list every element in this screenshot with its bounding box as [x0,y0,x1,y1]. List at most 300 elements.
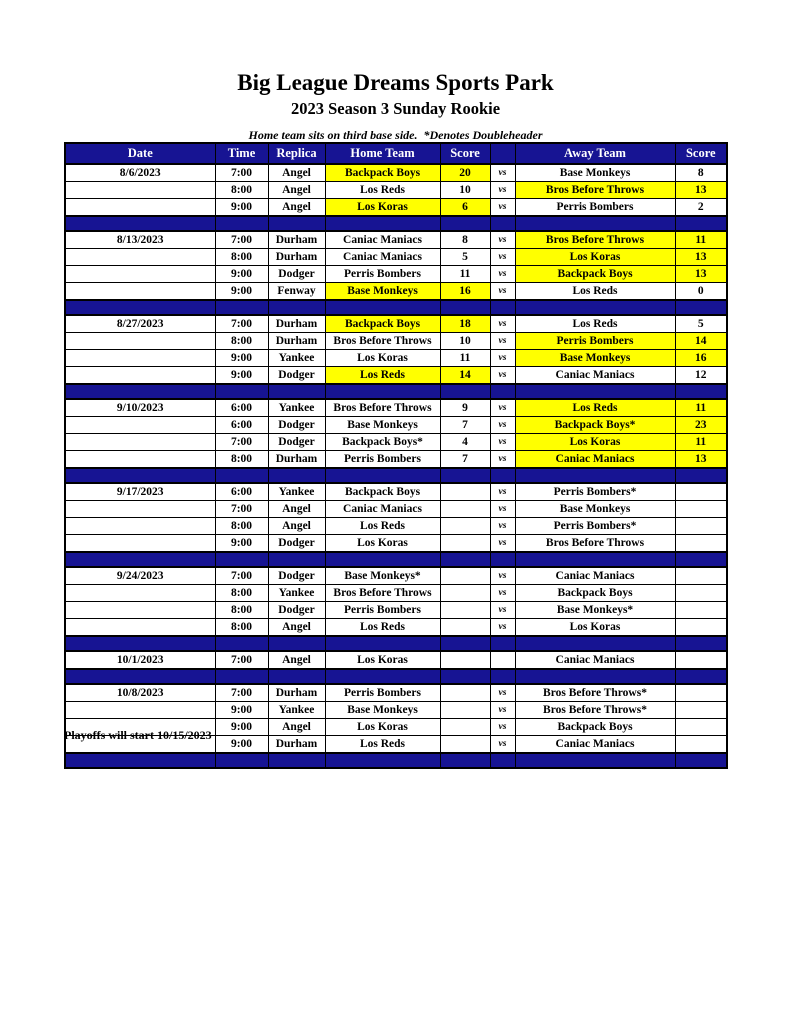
time-cell: 8:00 [215,602,268,619]
replica-cell: Durham [268,451,325,469]
date-cell [65,602,215,619]
playoffs-note: Playoffs will start 10/15/2023 [64,728,212,742]
away-team-cell: Los Reds [515,399,675,417]
home-team-cell: Los Reds [325,367,440,385]
section-separator [65,753,727,768]
time-cell: 8:00 [215,451,268,469]
replica-cell: Durham [268,231,325,249]
section-separator [65,300,727,315]
vs-cell: vs [490,199,515,217]
away-score-cell [675,619,727,637]
separator-cell [268,468,325,483]
time-cell: 8:00 [215,518,268,535]
separator-cell [675,216,727,231]
separator-cell [325,384,440,399]
time-cell: 9:00 [215,535,268,553]
home-score-cell [440,719,490,736]
time-cell: 7:00 [215,567,268,585]
separator-cell [325,753,440,768]
replica-cell: Yankee [268,483,325,501]
home-score-cell: 9 [440,399,490,417]
column-header-date: Date [65,143,215,164]
game-row [65,231,727,249]
separator-cell [215,468,268,483]
away-team-cell: Los Koras [515,249,675,266]
date-cell [65,333,215,350]
away-team-cell: Los Reds [515,283,675,301]
game-row [65,567,727,585]
replica-cell: Yankee [268,585,325,602]
away-score-cell: 11 [675,434,727,451]
home-score-cell [440,483,490,501]
away-score-cell: 11 [675,231,727,249]
vs-cell: vs [490,417,515,434]
game-row [65,651,727,669]
column-header-away-team: Away Team [515,143,675,164]
column-header-away-score: Score [675,143,727,164]
away-score-cell: 2 [675,199,727,217]
game-row [65,535,727,553]
column-header-home-score: Score [440,143,490,164]
vs-cell: vs [490,702,515,719]
home-score-cell: 5 [440,249,490,266]
away-score-cell [675,535,727,553]
replica-cell: Angel [268,719,325,736]
vs-cell: vs [490,182,515,199]
date-cell [65,434,215,451]
replica-cell: Angel [268,501,325,518]
separator-cell [65,216,215,231]
date-cell [65,283,215,301]
vs-cell: vs [490,619,515,637]
home-score-cell [440,535,490,553]
replica-cell: Angel [268,651,325,669]
date-cell: 9/17/2023 [65,483,215,501]
home-team-cell: Los Reds [325,518,440,535]
separator-cell [65,468,215,483]
separator-cell [675,552,727,567]
game-row [65,315,727,333]
date-cell: 9/10/2023 [65,399,215,417]
time-cell: 7:00 [215,501,268,518]
separator-cell [440,669,490,684]
home-team-cell: Backpack Boys* [325,434,440,451]
game-row [65,199,727,217]
column-header-time: Time [215,143,268,164]
home-score-cell: 6 [440,199,490,217]
separator-cell [325,300,440,315]
date-cell [65,619,215,637]
away-score-cell [675,501,727,518]
away-team-cell: Bros Before Throws [515,231,675,249]
date-cell [65,182,215,199]
section-separator [65,468,727,483]
replica-cell: Dodger [268,417,325,434]
date-cell [65,518,215,535]
game-row [65,399,727,417]
time-cell: 7:00 [215,434,268,451]
vs-cell: vs [490,399,515,417]
date-cell: 8/27/2023 [65,315,215,333]
home-team-cell: Base Monkeys [325,417,440,434]
away-team-cell: Bros Before Throws* [515,702,675,719]
date-cell [65,266,215,283]
time-cell: 7:00 [215,164,268,182]
home-team-cell: Base Monkeys [325,283,440,301]
away-team-cell: Perris Bombers* [515,483,675,501]
time-cell: 8:00 [215,619,268,637]
vs-cell: vs [490,350,515,367]
separator-cell [325,216,440,231]
away-team-cell: Caniac Maniacs [515,367,675,385]
separator-cell [440,468,490,483]
separator-cell [440,300,490,315]
home-team-cell: Caniac Maniacs [325,249,440,266]
home-score-cell [440,651,490,669]
date-cell [65,249,215,266]
date-cell [65,350,215,367]
replica-cell: Durham [268,249,325,266]
separator-cell [215,636,268,651]
separator-cell [515,384,675,399]
vs-cell [490,651,515,669]
vs-cell: vs [490,518,515,535]
home-score-cell: 4 [440,434,490,451]
away-score-cell [675,602,727,619]
away-score-cell: 16 [675,350,727,367]
away-score-cell: 14 [675,333,727,350]
home-team-cell: Los Reds [325,619,440,637]
home-team-cell: Los Reds [325,182,440,199]
time-cell: 7:00 [215,684,268,702]
separator-cell [325,552,440,567]
separator-cell [65,636,215,651]
vs-cell: vs [490,249,515,266]
separator-cell [675,468,727,483]
home-score-cell [440,567,490,585]
vs-cell: vs [490,315,515,333]
replica-cell: Dodger [268,434,325,451]
home-score-cell [440,619,490,637]
date-cell [65,451,215,469]
away-score-cell: 23 [675,417,727,434]
home-team-cell: Los Koras [325,199,440,217]
separator-cell [215,216,268,231]
date-cell [65,417,215,434]
page-title: Big League Dreams Sports Park [237,70,554,95]
heading-block [0,70,791,143]
away-score-cell: 11 [675,399,727,417]
replica-cell: Dodger [268,367,325,385]
replica-cell: Durham [268,736,325,754]
away-score-cell [675,585,727,602]
separator-cell [65,552,215,567]
separator-cell [490,468,515,483]
home-team-cell: Los Koras [325,719,440,736]
home-score-cell: 16 [440,283,490,301]
separator-cell [515,636,675,651]
game-row [65,350,727,367]
separator-cell [490,669,515,684]
away-team-cell: Base Monkeys [515,501,675,518]
date-cell: 8/13/2023 [65,231,215,249]
schedule-table [64,142,728,769]
game-row [65,702,727,719]
away-team-cell: Caniac Maniacs [515,736,675,754]
vs-cell: vs [490,535,515,553]
replica-cell: Angel [268,619,325,637]
separator-cell [490,552,515,567]
time-cell: 6:00 [215,483,268,501]
time-cell: 9:00 [215,266,268,283]
home-team-cell: Caniac Maniacs [325,501,440,518]
separator-cell [675,300,727,315]
separator-cell [490,636,515,651]
vs-cell: vs [490,585,515,602]
vs-cell: vs [490,283,515,301]
separator-cell [268,636,325,651]
separator-cell [490,384,515,399]
home-team-cell: Los Koras [325,535,440,553]
time-cell: 9:00 [215,736,268,754]
replica-cell: Durham [268,315,325,333]
away-score-cell [675,651,727,669]
game-row [65,585,727,602]
home-team-cell: Los Koras [325,651,440,669]
replica-cell: Angel [268,164,325,182]
home-score-cell [440,585,490,602]
away-team-cell: Perris Bombers [515,333,675,350]
game-row [65,283,727,301]
vs-cell: vs [490,231,515,249]
time-cell: 6:00 [215,417,268,434]
page-subtitle: 2023 Season 3 Sunday Rookie [290,99,501,119]
away-score-cell [675,702,727,719]
home-team-cell: Bros Before Throws [325,333,440,350]
separator-cell [65,669,215,684]
home-team-cell: Backpack Boys [325,483,440,501]
vs-cell: vs [490,333,515,350]
home-team-cell: Perris Bombers [325,451,440,469]
away-team-cell: Backpack Boys [515,266,675,283]
game-row [65,417,727,434]
away-team-cell: Backpack Boys* [515,417,675,434]
away-team-cell: Backpack Boys [515,585,675,602]
away-team-cell: Caniac Maniacs [515,451,675,469]
home-score-cell [440,518,490,535]
time-cell: 8:00 [215,585,268,602]
replica-cell: Yankee [268,350,325,367]
date-cell: 8/6/2023 [65,164,215,182]
home-team-cell: Base Monkeys* [325,567,440,585]
vs-cell: vs [490,719,515,736]
replica-cell: Durham [268,333,325,350]
time-cell: 7:00 [215,315,268,333]
away-team-cell: Los Reds [515,315,675,333]
away-score-cell [675,518,727,535]
vs-cell: vs [490,483,515,501]
separator-cell [490,753,515,768]
separator-cell [215,300,268,315]
replica-cell: Angel [268,518,325,535]
game-row [65,266,727,283]
away-team-cell: Los Koras [515,619,675,637]
section-separator [65,216,727,231]
game-row [65,333,727,350]
away-score-cell: 12 [675,367,727,385]
date-cell [65,501,215,518]
separator-cell [65,300,215,315]
away-score-cell: 13 [675,249,727,266]
separator-cell [325,636,440,651]
separator-cell [490,300,515,315]
separator-cell [325,468,440,483]
replica-cell: Yankee [268,702,325,719]
home-team-cell: Caniac Maniacs [325,231,440,249]
vs-cell: vs [490,567,515,585]
game-row [65,434,727,451]
separator-cell [268,753,325,768]
home-team-cell: Perris Bombers [325,602,440,619]
vs-cell: vs [490,367,515,385]
separator-cell [215,669,268,684]
time-cell: 7:00 [215,651,268,669]
game-row [65,684,727,702]
game-row [65,249,727,266]
vs-cell: vs [490,736,515,754]
home-team-cell: Perris Bombers [325,684,440,702]
separator-cell [675,753,727,768]
date-cell [65,535,215,553]
away-score-cell: 0 [675,283,727,301]
section-separator [65,636,727,651]
separator-cell [515,552,675,567]
game-row [65,619,727,637]
away-score-cell [675,719,727,736]
home-score-cell [440,602,490,619]
vs-cell: vs [490,434,515,451]
time-cell: 8:00 [215,249,268,266]
home-team-cell: Los Reds [325,736,440,754]
vs-cell: vs [490,501,515,518]
away-score-cell [675,736,727,754]
home-team-cell: Bros Before Throws [325,399,440,417]
away-team-cell: Perris Bombers [515,199,675,217]
separator-cell [268,552,325,567]
away-team-cell: Perris Bombers* [515,518,675,535]
separator-cell [440,753,490,768]
vs-cell: vs [490,684,515,702]
separator-cell [65,753,215,768]
separator-cell [215,384,268,399]
away-team-cell: Caniac Maniacs [515,651,675,669]
time-cell: 8:00 [215,333,268,350]
home-team-cell: Base Monkeys [325,702,440,719]
date-cell: 10/1/2023 [65,651,215,669]
game-row [65,182,727,199]
column-header-home-team: Home Team [325,143,440,164]
vs-cell: vs [490,602,515,619]
vs-cell: vs [490,164,515,182]
away-score-cell: 13 [675,451,727,469]
separator-cell [325,669,440,684]
away-team-cell: Los Koras [515,434,675,451]
separator-cell [215,753,268,768]
time-cell: 6:00 [215,399,268,417]
game-row [65,367,727,385]
separator-cell [515,300,675,315]
replica-cell: Durham [268,684,325,702]
separator-cell [675,384,727,399]
separator-cell [515,468,675,483]
separator-cell [440,216,490,231]
replica-cell: Fenway [268,283,325,301]
separator-cell [65,384,215,399]
away-team-cell: Caniac Maniacs [515,567,675,585]
game-row [65,501,727,518]
home-score-cell: 20 [440,164,490,182]
separator-cell [268,384,325,399]
time-cell: 9:00 [215,367,268,385]
section-separator [65,552,727,567]
home-score-cell [440,702,490,719]
time-cell: 8:00 [215,182,268,199]
separator-cell [515,216,675,231]
section-separator [65,669,727,684]
home-score-cell: 10 [440,182,490,199]
vs-cell: vs [490,451,515,469]
date-cell: 9/24/2023 [65,567,215,585]
game-row [65,602,727,619]
home-score-cell: 10 [440,333,490,350]
time-cell: 9:00 [215,702,268,719]
separator-cell [268,216,325,231]
time-cell: 9:00 [215,719,268,736]
separator-cell [440,384,490,399]
home-score-cell [440,684,490,702]
home-score-cell [440,501,490,518]
replica-cell: Dodger [268,535,325,553]
separator-cell [490,216,515,231]
schedule-table-body [65,164,727,768]
home-team-cell: Los Koras [325,350,440,367]
home-score-cell: 7 [440,417,490,434]
replica-cell: Dodger [268,567,325,585]
away-score-cell [675,567,727,585]
separator-cell [440,552,490,567]
home-score-cell: 8 [440,231,490,249]
time-cell: 9:00 [215,283,268,301]
home-score-cell: 11 [440,266,490,283]
home-team-cell: Bros Before Throws [325,585,440,602]
replica-cell: Angel [268,182,325,199]
separator-cell [268,300,325,315]
replica-cell: Dodger [268,266,325,283]
away-team-cell: Base Monkeys [515,164,675,182]
home-team-cell: Backpack Boys [325,315,440,333]
date-cell [65,367,215,385]
column-header-replica: Replica [268,143,325,164]
away-score-cell [675,684,727,702]
time-cell: 9:00 [215,350,268,367]
home-score-cell: 11 [440,350,490,367]
header-row [65,143,727,164]
game-row [65,518,727,535]
game-row [65,164,727,182]
away-team-cell: Bros Before Throws [515,535,675,553]
away-team-cell: Bros Before Throws* [515,684,675,702]
date-cell [65,199,215,217]
